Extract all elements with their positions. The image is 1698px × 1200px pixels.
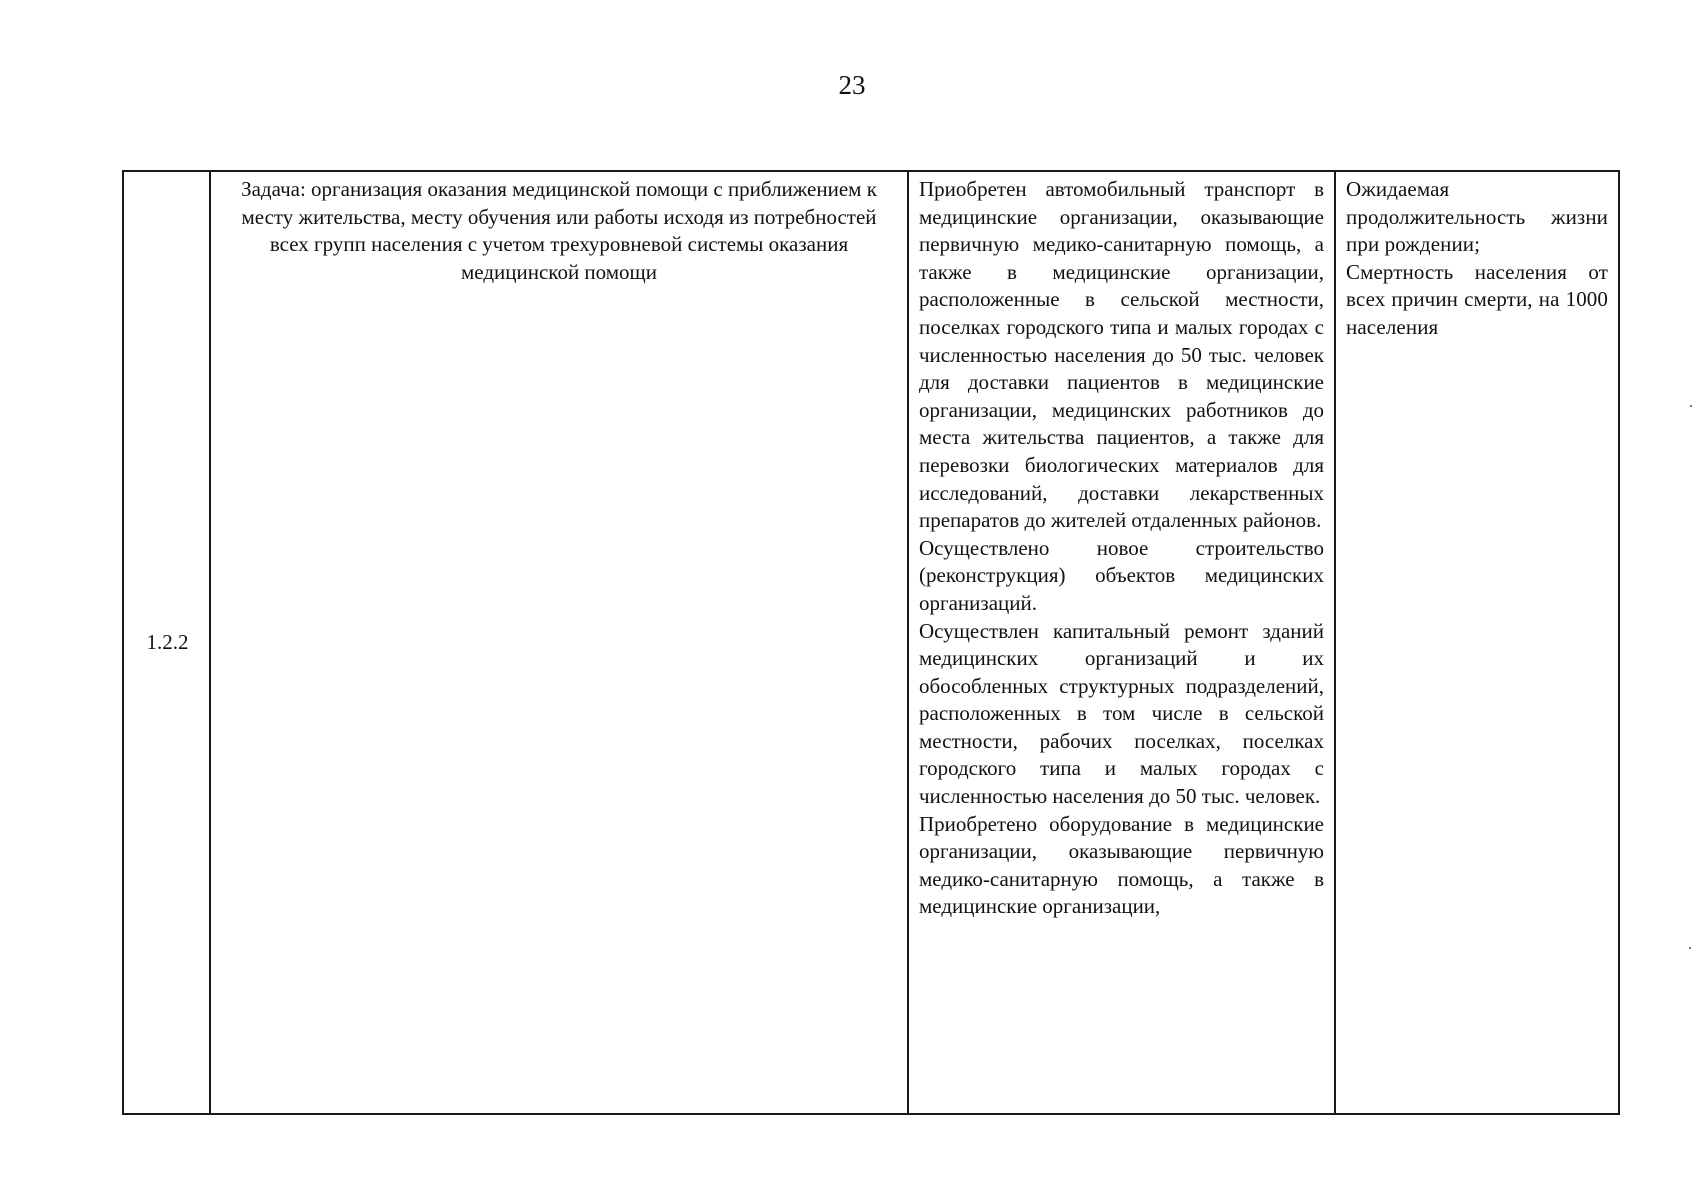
indicators-cell bbox=[1335, 171, 1619, 1114]
results-cell bbox=[908, 171, 1335, 1114]
measures-table bbox=[122, 170, 1620, 1115]
scan-speck bbox=[1689, 947, 1691, 949]
result-paragraph: Осуществлен капитальный ремонт зданий медицинских организаций и их обособленных структурных подразделений, расположенных в том числе в сельской местности, рабочих поселках, поселках городского типа и малых городах с численностью населения до 50 тыс. человек. bbox=[919, 618, 1324, 809]
indicator-paragraph: Смертность населения от всех причин смерти, на 1000 населения bbox=[1346, 259, 1608, 339]
indicator-paragraph: Ожидаемая продолжительность жизни при рождении; bbox=[1346, 177, 1608, 257]
result-paragraph: Приобретено оборудование в медицинские организации, оказывающие первичную медико-санитарную помощь, а также в медицинские организации, bbox=[919, 811, 1324, 919]
table-row bbox=[123, 171, 1619, 1114]
result-paragraph: Приобретен автомобильный транспорт в медицинские организации, оказывающие первичную медико-санитарную помощь, а также в медицинские организации, расположенные в сельской местности, поселках городского типа и малых городах с численностью населения до 50 тыс. человек для доставки пациентов в медицинские организации, медицинских работников до места жительства пациентов, а также для перевозки биологических материалов для исследований, доставки лекарственных препаратов до жителей отдаленных районов. bbox=[919, 177, 1324, 533]
task-cell bbox=[210, 171, 908, 1114]
page-number: 23 bbox=[838, 70, 866, 100]
scan-speck bbox=[1690, 405, 1692, 407]
result-paragraph: Осуществлено новое строительство (реконструкция) объектов медицинских организаций. bbox=[919, 535, 1324, 615]
row-index: 1.2.2 bbox=[146, 629, 189, 654]
row-index-cell bbox=[123, 171, 210, 1114]
task-text: Задача: организация оказания медицинской помощи с приближением к месту жительства, месту обучения или работы исходя из потребностей всех групп населения с учетом трехуровневой системы оказания медицинской помощи bbox=[241, 177, 877, 284]
